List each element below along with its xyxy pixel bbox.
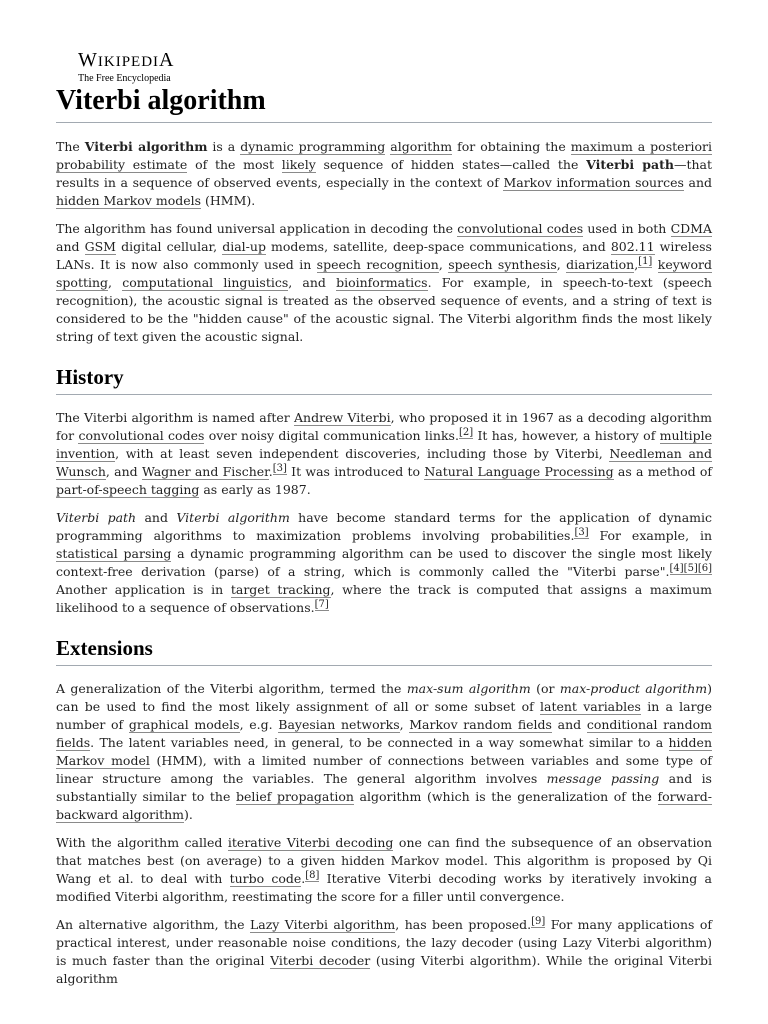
- text-run: , with at least seven independent discoveries, including those by Viterbi,: [115, 446, 610, 461]
- citation-link[interactable]: [8]: [305, 870, 320, 881]
- text-run: , and: [288, 275, 337, 290]
- text-run: ,: [399, 717, 410, 732]
- text-run: a dynamic programming algorithm can be used to discover the single most likely context-free derivation (parse) of a string, which is commonly called the "Viterbi parse".: [56, 546, 712, 579]
- text-run: For example, in: [588, 528, 712, 543]
- text-run: Another application is in: [56, 582, 231, 597]
- citation-link[interactable]: [3]: [272, 463, 287, 474]
- text-run: , where the track is computed that assigns a maximum likelihood to a sequence of observations.: [56, 582, 712, 615]
- intro-paragraph-2: [56, 220, 712, 346]
- text-run: (or: [530, 681, 560, 696]
- italic-term: max-product algorithm: [559, 681, 708, 696]
- link-turbo-code[interactable]: turbo code: [229, 871, 302, 886]
- text-run: is a: [207, 139, 241, 154]
- text-run: sequence of hidden states—called the: [315, 157, 587, 172]
- text-run: ,: [108, 275, 123, 290]
- link-computational-linguistics[interactable]: computational linguistics: [122, 275, 289, 290]
- text-run: , who proposed it in 1967 as a decoding algorithm for: [56, 410, 712, 443]
- link-hidden-markov-models[interactable]: hidden Markov models: [56, 193, 202, 208]
- text-run: (HMM), with a limited number of connections between variables and some type of linear structure among the variables. The general algorithm involves: [56, 753, 712, 786]
- link-dial-up[interactable]: dial-up: [222, 239, 266, 254]
- text-run: and: [551, 717, 587, 732]
- link-graphical-models[interactable]: graphical models: [128, 717, 240, 732]
- text-run: An alternative algorithm, the: [56, 917, 250, 932]
- link-viterbi-decoder[interactable]: Viterbi decoder: [270, 953, 371, 968]
- text-run: The algorithm has found universal application in decoding the: [56, 221, 458, 236]
- text-run: have become standard terms for the application of dynamic programming algorithms to maximization problems involving probabilities.: [56, 510, 712, 543]
- link-cdma[interactable]: CDMA: [670, 221, 712, 236]
- text-run: and is substantially similar to the: [56, 771, 712, 804]
- logo-tagline: The Free Encyclopedia: [78, 73, 171, 84]
- text-run: , has been proposed.: [395, 917, 532, 932]
- citation-link[interactable]: [4][5][6]: [669, 563, 712, 574]
- text-run: (HMM).: [201, 193, 256, 208]
- italic-term: Viterbi algorithm: [176, 510, 290, 525]
- extensions-paragraph-3: [56, 916, 712, 988]
- link-belief-propagation[interactable]: belief propagation: [235, 789, 354, 804]
- link-likely[interactable]: likely: [281, 157, 316, 172]
- history-paragraph-1: [56, 409, 712, 499]
- link-markov-information-sources[interactable]: Markov information sources: [503, 175, 684, 190]
- italic-term: max-sum algorithm: [406, 681, 531, 696]
- link-lazy-viterbi-algorithm[interactable]: Lazy Viterbi algorithm: [249, 917, 396, 932]
- text-run: for obtaining the: [452, 139, 571, 154]
- link-diarization[interactable]: diarization: [566, 257, 635, 272]
- citation-link[interactable]: [2]: [458, 427, 474, 438]
- text-run: .: [301, 871, 306, 886]
- citation-link[interactable]: [9]: [531, 916, 546, 927]
- wikipedia-logo[interactable]: [78, 50, 175, 85]
- text-run: ,: [438, 257, 449, 272]
- text-run: With the algorithm called: [56, 835, 228, 850]
- link-convolutional-codes[interactable]: convolutional codes: [457, 221, 584, 236]
- text-run: and: [683, 175, 712, 190]
- text-run: . For example, in speech-to-text (speech recognition), the acoustic signal is treated as the observed sequence of events, and a string of text is considered to be the "hidden cause" of the acoustic signal. The Viterbi algorithm finds the most likely string of text given the acoustic signal.: [56, 275, 712, 344]
- intro-paragraph-1: [56, 138, 712, 210]
- bold-term: Viterbi path: [586, 157, 674, 172]
- link-forward-backward-algorithm[interactable]: forward-backward algorithm: [56, 789, 712, 822]
- italic-term: message passing: [546, 771, 660, 786]
- text-run: used in both: [583, 221, 671, 236]
- link-multiple-invention[interactable]: multiple invention: [56, 428, 712, 461]
- text-run: algorithm (which is the generalization of the: [353, 789, 658, 804]
- bold-term: Viterbi algorithm: [84, 139, 208, 154]
- link-map-estimate[interactable]: maximum a posteriori probability estimate: [56, 139, 712, 172]
- link-speech-synthesis[interactable]: speech synthesis: [448, 257, 557, 272]
- page-title: Viterbi algorithm: [56, 84, 712, 123]
- link-natural-language-processing[interactable]: Natural Language Processing: [424, 464, 614, 479]
- link-bayesian-networks[interactable]: Bayesian networks: [278, 717, 400, 732]
- text-run: The: [56, 139, 85, 154]
- link-iterative-viterbi-decoding[interactable]: iterative Viterbi decoding: [227, 835, 394, 850]
- logo-wordmark: WIKIPEDIA: [78, 49, 175, 71]
- link-markov-random-fields[interactable]: Markov random fields: [409, 717, 552, 732]
- link-part-of-speech-tagging[interactable]: part-of-speech tagging: [56, 482, 200, 497]
- citation-link[interactable]: [3]: [574, 527, 589, 538]
- link-convolutional-codes[interactable]: convolutional codes: [78, 428, 205, 443]
- section-heading-extensions: Extensions: [56, 635, 712, 666]
- text-run: of the most: [187, 157, 282, 172]
- link-hidden-markov-model[interactable]: hidden Markov model: [56, 735, 712, 768]
- text-run: . The latent variables need, in general, to be connected in a way somewhat similar to a: [90, 735, 669, 750]
- link-dynamic-programming[interactable]: dynamic programming: [240, 139, 386, 154]
- citation-link[interactable]: [7]: [314, 599, 329, 610]
- text-run: in a large number of: [56, 699, 712, 732]
- text-run: over noisy digital communication links.: [204, 428, 459, 443]
- link-keyword-spotting[interactable]: keyword spotting: [56, 257, 712, 290]
- text-run: For many applications of practical interest, under reasonable noise conditions, the lazy decoder (using Lazy Viterbi algorithm) is much faster than the original: [56, 917, 713, 968]
- text-run: Iterative Viterbi decoding works by iteratively invoking a modified Viterbi algorithm, reestimating the score for a filler until convergence.: [56, 871, 712, 904]
- link-wagner-fischer[interactable]: Wagner and Fischer: [141, 464, 269, 479]
- text-run: , and: [105, 464, 142, 479]
- link-statistical-parsing[interactable]: statistical parsing: [56, 546, 172, 561]
- text-run: (using Viterbi algorithm). While the original Viterbi algorithm: [56, 953, 712, 986]
- text-run: It was introduced to: [286, 464, 425, 479]
- link-bioinformatics[interactable]: bioinformatics: [336, 275, 428, 290]
- text-run: [652, 257, 657, 272]
- text-run: as early as 1987.: [199, 482, 311, 497]
- link-latent-variables[interactable]: latent variables: [540, 699, 641, 714]
- extensions-paragraph-2: [56, 834, 712, 906]
- text-run: —that results in a sequence of observed events, especially in the context of: [56, 157, 712, 190]
- link-conditional-random-fields[interactable]: conditional random fields: [56, 717, 712, 750]
- text-run: The Viterbi algorithm is named after: [56, 410, 294, 425]
- text-run: It has, however, a history of: [473, 428, 660, 443]
- link-algorithm[interactable]: algorithm: [390, 139, 453, 154]
- text-run: .: [268, 464, 273, 479]
- text-run: as a method of: [613, 464, 713, 479]
- history-paragraph-2: [56, 509, 712, 617]
- text-run: one can find the subsequence of an observation that matches best (on average) to a given hidden Markov model. This algorithm is proposed by Qi Wang et al. to deal with: [56, 835, 713, 886]
- text-run: wireless LANs. It is now also commonly used in: [56, 239, 712, 272]
- citation-link[interactable]: [1]: [638, 256, 653, 267]
- article-content: [56, 138, 712, 998]
- text-run: ).: [184, 807, 193, 822]
- text-run: and: [136, 510, 177, 525]
- link-802-11[interactable]: 802.11: [610, 239, 655, 254]
- link-needleman-wunsch[interactable]: Needleman and Wunsch: [56, 446, 712, 479]
- link-andrew-viterbi[interactable]: Andrew Viterbi: [294, 410, 391, 425]
- section-heading-history: History: [56, 364, 712, 395]
- text-run: ,: [556, 257, 567, 272]
- text-run: ,: [634, 257, 639, 272]
- text-run: A generalization of the Viterbi algorithm, termed the: [56, 681, 407, 696]
- text-run: modems, satellite, deep-space communications, and: [265, 239, 611, 254]
- extensions-paragraph-1: [56, 680, 712, 824]
- text-run: , e.g.: [239, 717, 279, 732]
- italic-term: Viterbi path: [56, 510, 137, 525]
- link-target-tracking[interactable]: target tracking: [230, 582, 331, 597]
- link-gsm[interactable]: GSM: [84, 239, 116, 254]
- text-run: ) can be used to find the most likely assignment of all or some subset of: [56, 681, 713, 714]
- text-run: and: [56, 239, 85, 254]
- link-speech-recognition[interactable]: speech recognition: [316, 257, 439, 272]
- text-run: digital cellular,: [115, 239, 223, 254]
